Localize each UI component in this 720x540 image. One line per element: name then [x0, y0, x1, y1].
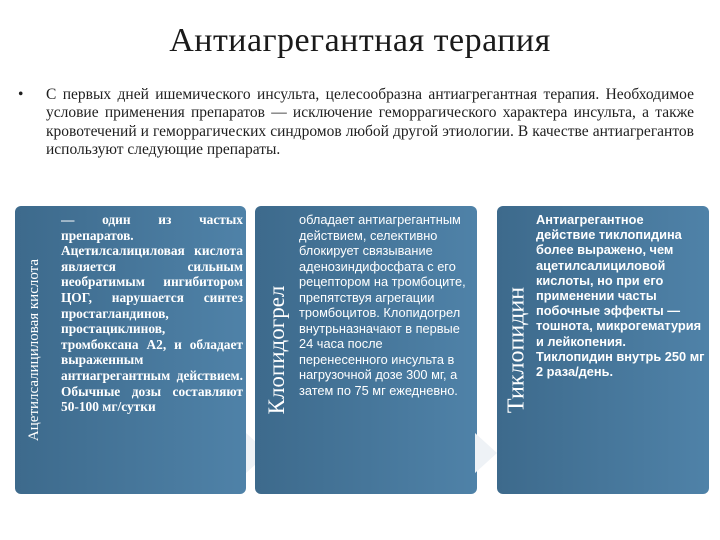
drug-name: Ацетилсалициловая кислота [26, 258, 42, 442]
drug-description: Антиагрегантное действие тиклопидина более выражено, чем ацетилсалициловой кислоты, но при его применении часты побочные эффекты — тошнота, микрогематурия и лейкопения. Тиклопидин внутрь 250 мг 2 раза/день. [536, 212, 705, 380]
drug-card-header [255, 206, 299, 494]
intro-paragraph [18, 86, 694, 160]
drug-card-header [497, 206, 537, 494]
drug-description: — один из частых препаратов. Ацетилсалициловая кислота является сильным необратимым ингибитором ЦОГ, нарушается синтез простагландинов, простациклинов, тромбоксана А2, и обладает выраженным антиагрегантным действием. Обычные дозы составляют 50-100 мг/сутки [61, 212, 243, 415]
drug-name: Клопидогрел [264, 285, 289, 415]
drug-card-header [15, 206, 53, 494]
drug-card-ticlopidine [497, 206, 709, 494]
arrow-right-icon [475, 433, 497, 473]
drug-card-aspirin [15, 206, 246, 494]
intro-text: С первых дней ишемического инсульта, целесообразна антиагрегантная терапия. Необходимое условие применения препаратов — исключение геморрагического характера инсульта, а также кровотечений и геморрагических синдромов любой другой этиологии. В качестве антиагрегантов используют следующие препараты. [46, 86, 694, 159]
bullet-icon: • [18, 86, 24, 103]
drug-description: обладает антиагрегантным действием, селективно блокирует связывание аденозиндифосфата с его рецептором на тромбоците, препятствуя агрегации тромбоцитов. Клопидогрел внутрьназначают в первые 24 часа после перенесенного инсульта в нагрузочной дозе 300 мг, а затем по 75 мг ежедневно. [299, 212, 466, 398]
drug-card-clopidogrel [255, 206, 477, 494]
drug-name: Тиклопидин [503, 286, 530, 414]
slide-title: Антиагрегантная терапия [169, 22, 551, 59]
